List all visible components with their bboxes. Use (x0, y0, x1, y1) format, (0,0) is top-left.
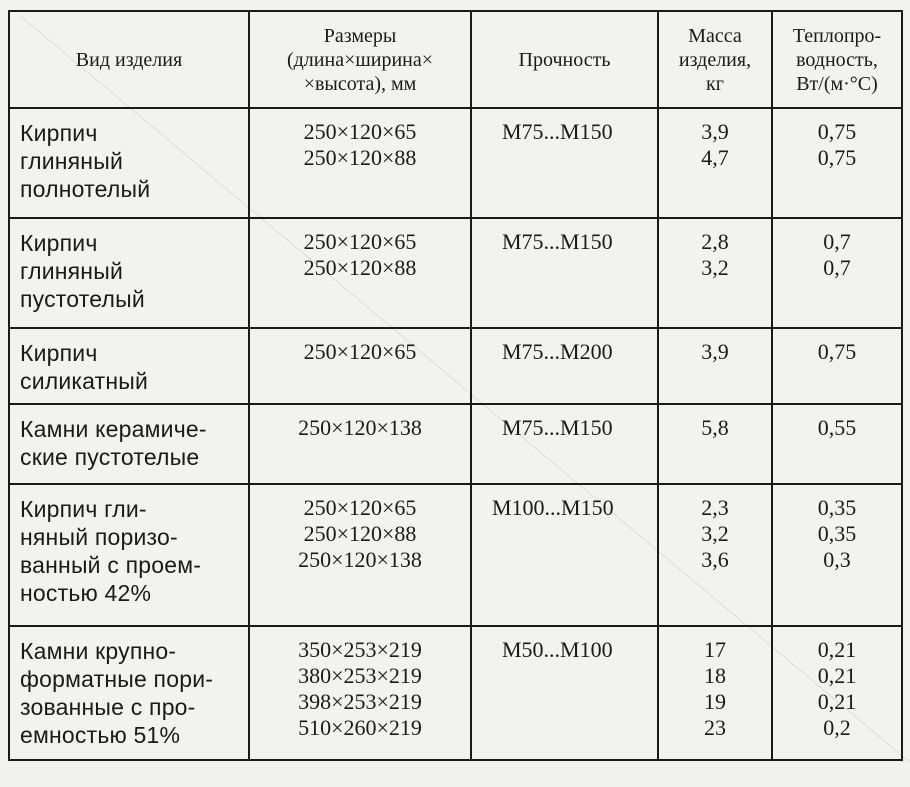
strength-cell: М75...М150 (471, 218, 658, 328)
table-row (9, 484, 902, 626)
header-line: (длина×ширина× (286, 48, 434, 71)
mass-value: 23 (704, 715, 726, 740)
dimension-value: 380×253×219 (298, 663, 422, 688)
product-type-line: Камни крупно- (20, 638, 177, 664)
product-type-cell (9, 218, 249, 328)
header-dimensions (249, 11, 471, 108)
thermal-value: 0,21 (817, 689, 857, 714)
product-type-line: пустотелый (20, 286, 145, 312)
product-type-line: полнотелый (20, 176, 151, 202)
strength-cell: М75...М200 (471, 328, 658, 404)
product-type-line: Кирпич (20, 230, 98, 256)
dimension-value: 250×120×138 (298, 415, 422, 440)
product-type-line: ские пустотелые (20, 444, 200, 470)
mass-cell (658, 108, 772, 218)
thermal-value: 0,75 (817, 145, 857, 170)
mass-value: 3,9 (701, 119, 729, 144)
mass-value: 3,2 (701, 521, 729, 546)
mass-value: 5,8 (701, 415, 729, 440)
thermal-value: 0,21 (817, 663, 857, 688)
thermal-value: 0,2 (823, 715, 851, 740)
thermal-conductivity-cell (772, 328, 902, 404)
header-line: ×высота), мм (303, 72, 417, 95)
dimension-value: 250×120×138 (298, 547, 422, 572)
mass-value: 18 (704, 663, 726, 688)
mass-value: 4,7 (701, 145, 729, 170)
thermal-value: 0,7 (823, 229, 851, 254)
thermal-conductivity-cell (772, 404, 902, 484)
header-line: водность, (796, 48, 878, 71)
dimension-value: 510×260×219 (298, 715, 422, 740)
dimension-value: 250×120×65 (303, 229, 417, 254)
product-type-line: глиняный (20, 258, 123, 284)
strength-cell: М75...М150 (471, 404, 658, 484)
product-type-line: Кирпич гли- (20, 496, 147, 522)
thermal-value: 0,35 (817, 495, 857, 520)
header-line: Прочность (518, 48, 611, 71)
dimension-value: 398×253×219 (298, 689, 422, 714)
table-row (9, 218, 902, 328)
product-type-cell (9, 328, 249, 404)
product-type-cell (9, 484, 249, 626)
header-line: Вид изделия (75, 48, 183, 71)
mass-cell (658, 328, 772, 404)
thermal-conductivity-cell (772, 108, 902, 218)
product-type-line: няный поризо- (20, 524, 178, 550)
mass-value: 17 (704, 637, 726, 662)
product-type-line: зованные с про- (20, 694, 196, 720)
product-type-line: Камни керамиче- (20, 416, 207, 442)
dimension-value: 350×253×219 (298, 637, 422, 662)
product-type-line: силикатный (20, 368, 149, 394)
dimensions-cell (249, 484, 471, 626)
dimension-value: 250×120×65 (303, 495, 417, 520)
strength-cell: М100...М150 (471, 484, 658, 626)
strength-cell: М50...М100 (471, 626, 658, 760)
table-header-row (9, 11, 902, 108)
dimension-value: 250×120×88 (303, 255, 417, 280)
mass-cell (658, 484, 772, 626)
thermal-value: 0,21 (817, 637, 857, 662)
header-line: изделия, (678, 48, 752, 71)
mass-value: 3,2 (701, 255, 729, 280)
mass-value: 2,8 (701, 229, 729, 254)
masonry-products-table (8, 10, 903, 761)
table-row (9, 626, 902, 760)
table-row (9, 328, 902, 404)
thermal-conductivity-cell (772, 484, 902, 626)
mass-cell (658, 626, 772, 760)
table-row (9, 404, 902, 484)
product-type-cell (9, 404, 249, 484)
thermal-value: 0,3 (823, 547, 851, 572)
dimensions-cell (249, 328, 471, 404)
thermal-value: 0,75 (817, 339, 857, 364)
product-type-line: глиняный (20, 148, 123, 174)
mass-value: 2,3 (701, 495, 729, 520)
mass-value: 3,9 (701, 339, 729, 364)
header-thermal-conductivity (772, 11, 902, 108)
thermal-value: 0,55 (817, 415, 857, 440)
thermal-value: 0,35 (817, 521, 857, 546)
product-type-line: Кирпич (20, 340, 98, 366)
product-type-line: ностью 42% (20, 580, 152, 606)
dimension-value: 250×120×88 (303, 145, 417, 170)
product-type-cell (9, 108, 249, 218)
mass-value: 3,6 (701, 547, 729, 572)
header-line: Теплопро- (792, 24, 882, 47)
product-type-line: Кирпич (20, 120, 98, 146)
header-mass (658, 11, 772, 108)
dimensions-cell (249, 626, 471, 760)
dimensions-cell (249, 404, 471, 484)
thermal-conductivity-cell (772, 218, 902, 328)
mass-value: 19 (704, 689, 726, 714)
header-line: Вт/(м·°С) (796, 72, 878, 95)
dimensions-cell (249, 218, 471, 328)
thermal-value: 0,75 (817, 119, 857, 144)
product-type-line: форматные пори- (20, 666, 214, 692)
product-type-line: емностью 51% (20, 722, 181, 748)
mass-cell (658, 218, 772, 328)
dimensions-cell (249, 108, 471, 218)
dimension-value: 250×120×65 (303, 339, 417, 364)
product-type-line: ванный с проем- (20, 552, 202, 578)
dimension-value: 250×120×88 (303, 521, 417, 546)
strength-cell: М75...М150 (471, 108, 658, 218)
header-line: кг (706, 72, 724, 95)
dimension-value: 250×120×65 (303, 119, 417, 144)
header-product-type (9, 11, 249, 108)
product-type-cell (9, 626, 249, 760)
thermal-value: 0,7 (823, 255, 851, 280)
mass-cell (658, 404, 772, 484)
table-row (9, 108, 902, 218)
header-line: Масса (688, 24, 742, 47)
header-line: Размеры (323, 24, 397, 47)
thermal-conductivity-cell (772, 626, 902, 760)
header-strength (471, 11, 658, 108)
